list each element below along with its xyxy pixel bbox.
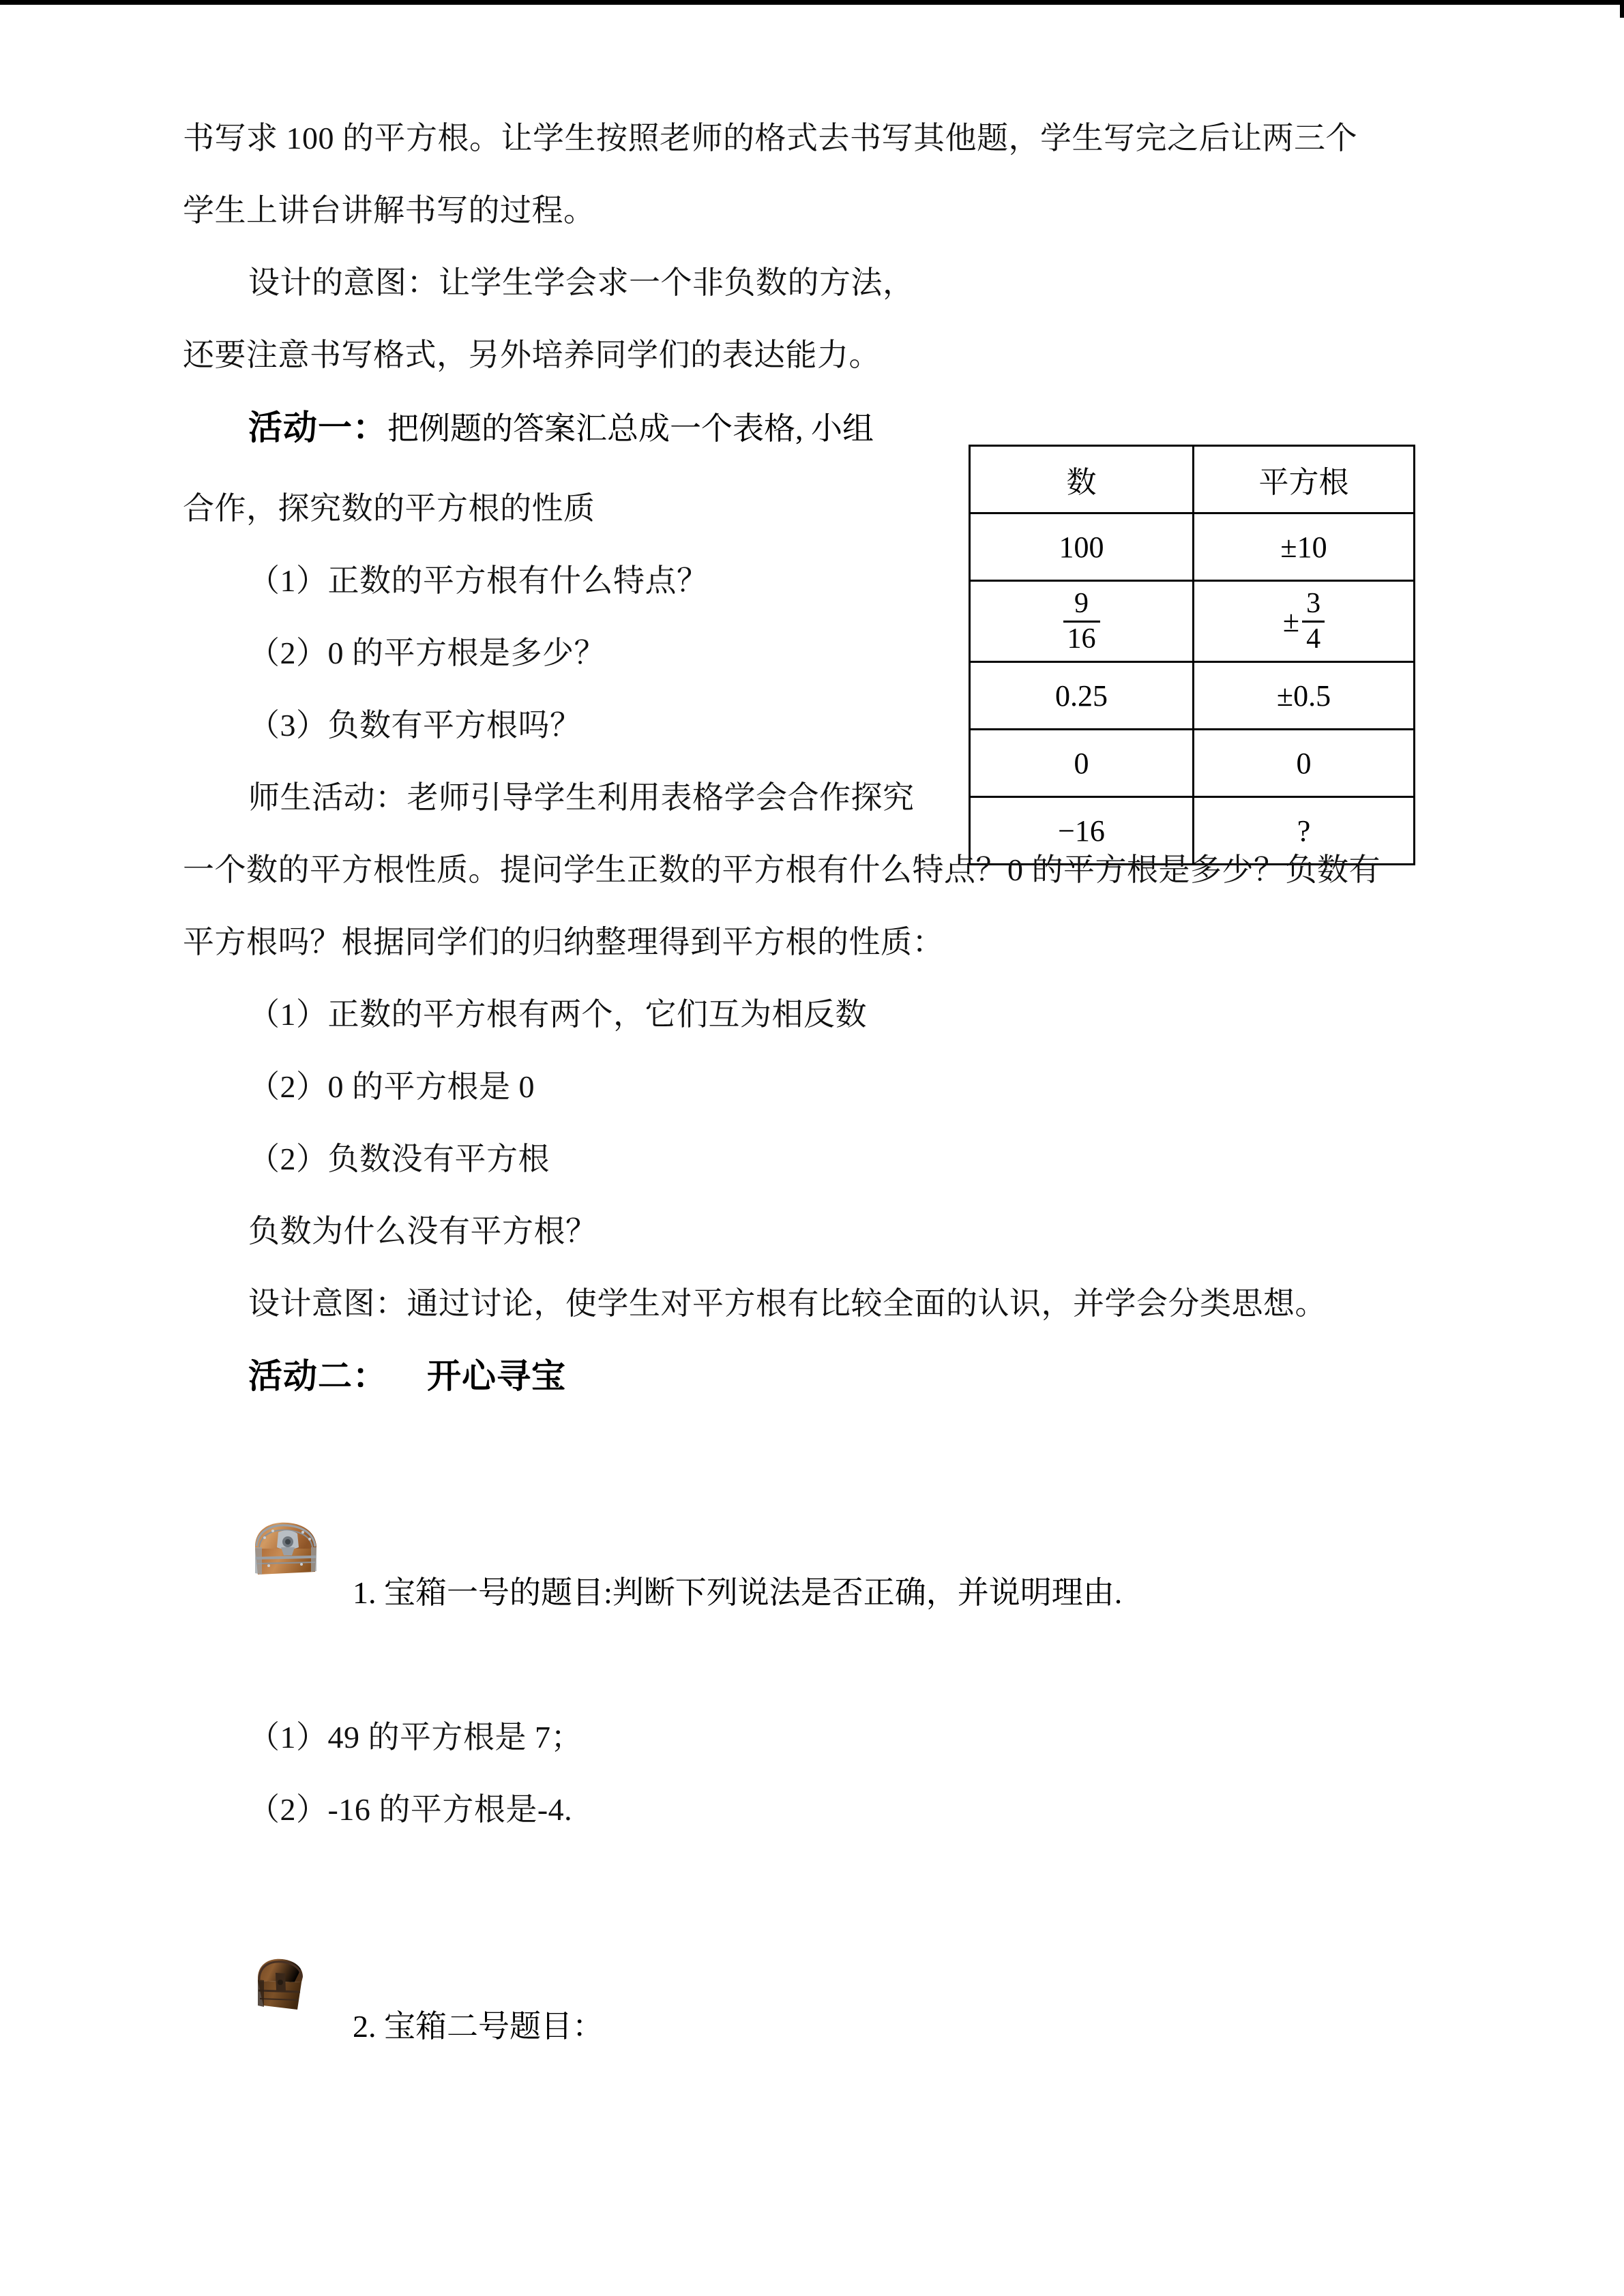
activity-one-label: 活动一： (248, 408, 387, 447)
table-cell-number: 0.25 (970, 662, 1194, 730)
document-body (183, 102, 1431, 2135)
table-cell-root: ±10 (1194, 513, 1415, 581)
activity-two-label: 活动二： (248, 1357, 387, 1395)
treasure-chest-one-text: 1. 宝箱一号的题目:判断下列说法是否正确，并说明理由. (353, 1575, 1123, 1610)
table-cell-root: ? (1194, 797, 1415, 865)
chest-one-question: （2）-16 的平方根是-4. (248, 1792, 573, 1827)
fraction-9-16: $\frac{9}{16}$ (1063, 588, 1100, 653)
activity-one-heading (183, 391, 960, 473)
paragraph-line: 平方根吗？根据同学们的归纳整理得到平方根的性质： (183, 925, 944, 959)
property-item: （2）负数没有平方根 (248, 1142, 550, 1176)
activity-two-title: 开心寻宝 (427, 1357, 566, 1395)
treasure-chest-two-line (183, 1846, 1431, 2135)
treasure-chest-icon (248, 1809, 311, 1872)
table-header-root: 平方根 (1194, 446, 1415, 513)
paragraph-line: 设计的意图：让学生学会求一个非负数的方法， (248, 265, 915, 300)
question-item: （2）0 的平方根是多少？ (248, 636, 606, 670)
paragraph-line: 书写求 100 的平方根。让学生按照老师的格式去书写其他题，学生写完之后让两三个 (183, 121, 1357, 155)
paragraph-line: 一个数的平方根性质。提问学生正数的平方根有什么特点？0 的平方根是多少？负数有 (183, 852, 1381, 887)
treasure-chest-two-text: 2. 宝箱二号题目： (353, 2009, 604, 2044)
paragraph-line: 学生上讲台讲解书写的过程。 (183, 193, 595, 228)
paragraph-line: 师生活动：老师引导学生利用表格学会合作探究 (248, 780, 915, 815)
table-cell-root: 0 (1194, 730, 1415, 797)
activity-one-text: 把例题的答案汇总成一个表格, 小组 (387, 411, 874, 446)
chest-one-question: （1）49 的平方根是 7； (248, 1720, 582, 1755)
fraction-3-4: $\frac{3}{4}$ (1302, 588, 1325, 653)
treasure-chest-icon (248, 1373, 322, 1438)
paragraph-line: 合作，探究数的平方根的性质 (183, 491, 595, 526)
paragraph-line: 负数为什么没有平方根？ (248, 1214, 597, 1249)
table-cell-number: −16 (970, 797, 1194, 865)
table-cell-root: ±0.5 (1194, 662, 1415, 730)
treasure-chest-one-line (183, 1412, 1431, 1701)
table-cell-number: 100 (970, 513, 1194, 581)
property-item: （2）0 的平方根是 0 (248, 1069, 535, 1104)
table-cell-number: 0 (970, 730, 1194, 797)
property-item: （1）正数的平方根有两个，它们互为相反数 (248, 997, 867, 1032)
activity-two-heading (183, 1340, 1431, 1412)
page-top-border (0, 0, 1624, 5)
page-right-border-stub (1620, 0, 1624, 18)
question-item: （1）正数的平方根有什么特点？ (248, 563, 709, 598)
question-item: （3）负数有平方根吗？ (248, 708, 582, 743)
paragraph-line: 设计意图：通过讨论，使学生对平方根有比较全面的认识，并学会分类思想。 (248, 1286, 1327, 1321)
plus-minus-sign: ± (1282, 604, 1300, 638)
table-header-number: 数 (970, 446, 1194, 513)
paragraph-line: 还要注意书写格式，另外培养同学们的表达能力。 (183, 338, 881, 372)
